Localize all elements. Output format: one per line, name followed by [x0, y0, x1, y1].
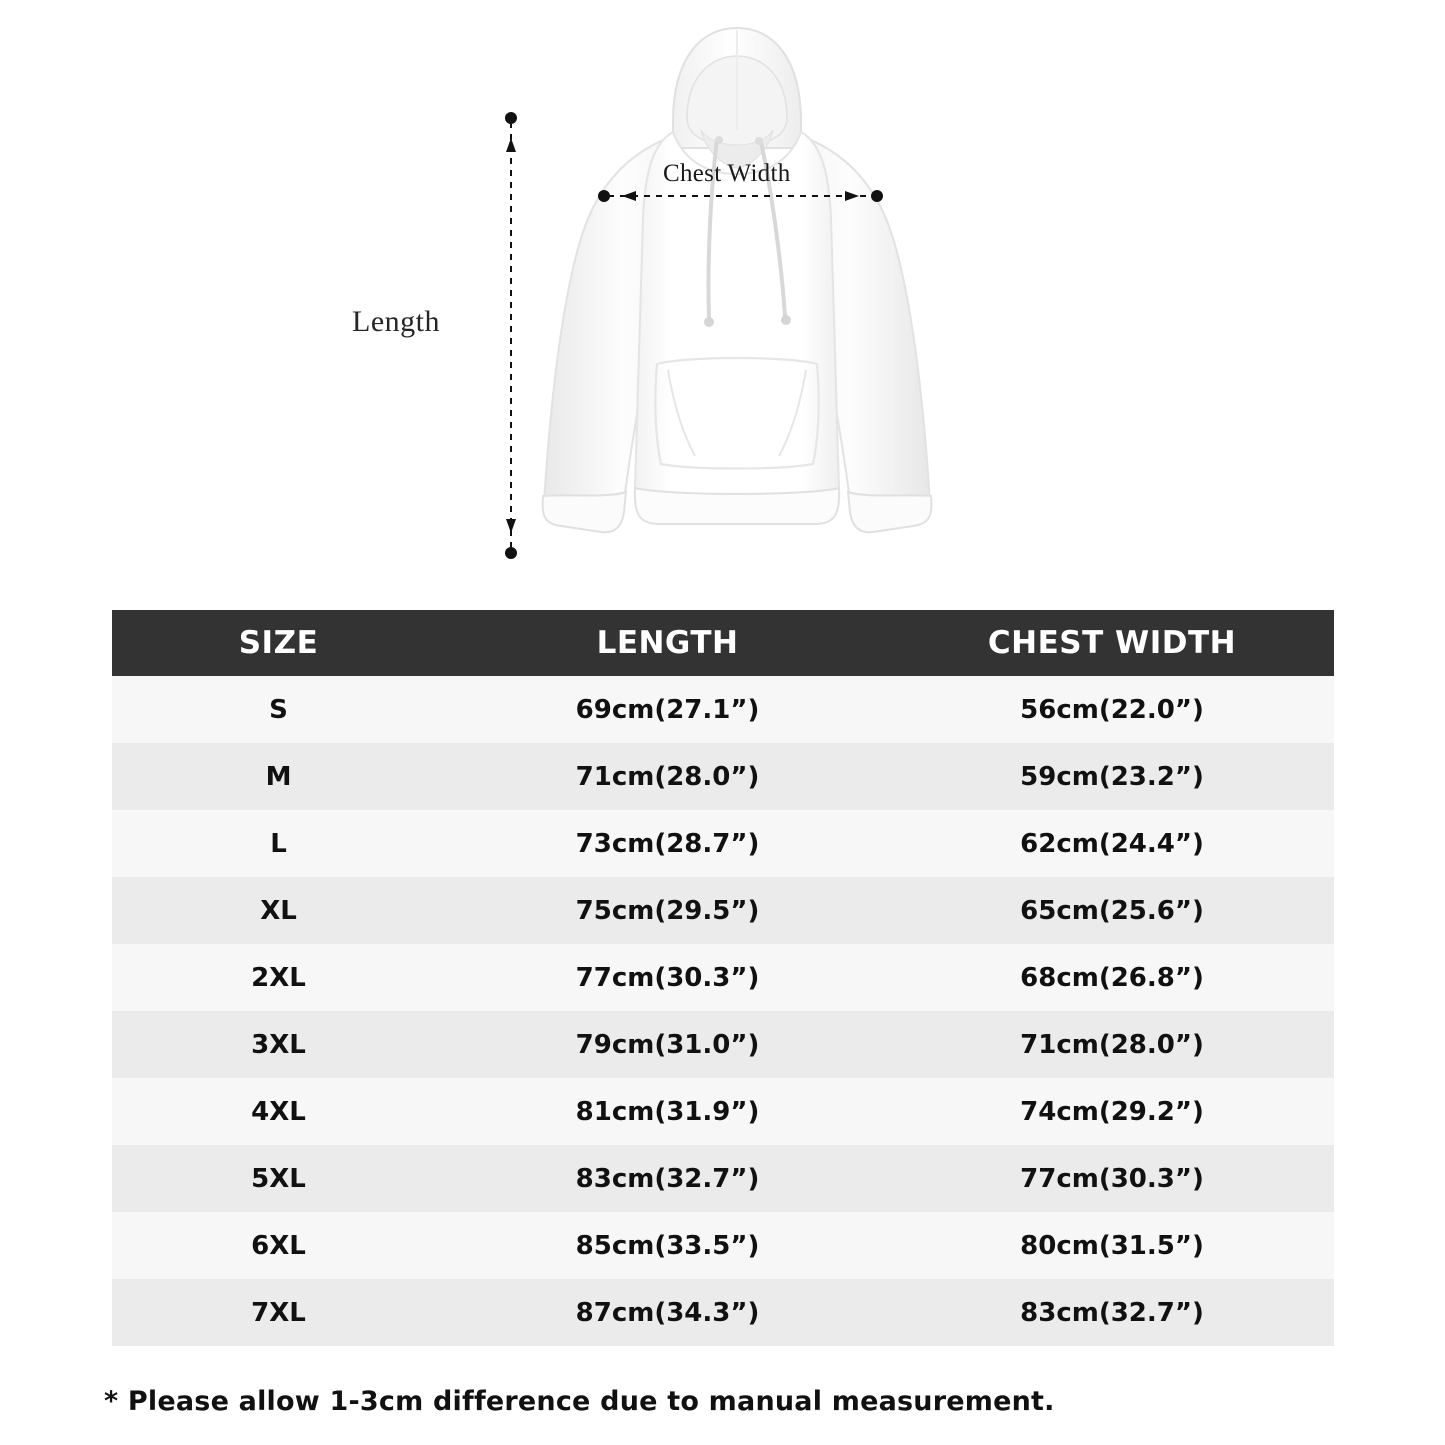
cell-chest: 83cm(32.7”): [890, 1279, 1334, 1346]
table-row: [112, 1145, 1334, 1212]
cell-chest: 77cm(30.3”): [890, 1145, 1334, 1212]
cell-chest: 59cm(23.2”): [890, 743, 1334, 810]
cell-size: S: [112, 676, 445, 743]
header-length: LENGTH: [445, 610, 890, 676]
table-body: [112, 676, 1334, 1346]
cell-chest: 80cm(31.5”): [890, 1212, 1334, 1279]
table-row: [112, 743, 1334, 810]
cell-size: 7XL: [112, 1279, 445, 1346]
cell-length: 83cm(32.7”): [445, 1145, 890, 1212]
table-header-row: [112, 610, 1334, 676]
cell-length: 85cm(33.5”): [445, 1212, 890, 1279]
cell-size: L: [112, 810, 445, 877]
cell-length: 71cm(28.0”): [445, 743, 890, 810]
cell-size: 6XL: [112, 1212, 445, 1279]
cell-size: 5XL: [112, 1145, 445, 1212]
cell-length: 73cm(28.7”): [445, 810, 890, 877]
hoodie-illustration: [505, 18, 965, 578]
cell-size: XL: [112, 877, 445, 944]
table-row: [112, 1011, 1334, 1078]
cell-length: 77cm(30.3”): [445, 944, 890, 1011]
table-row: [112, 1279, 1334, 1346]
cell-size: M: [112, 743, 445, 810]
table-row: [112, 877, 1334, 944]
table-row: [112, 1212, 1334, 1279]
cell-chest: 62cm(24.4”): [890, 810, 1334, 877]
cell-length: 79cm(31.0”): [445, 1011, 890, 1078]
length-measure-line: [503, 112, 519, 559]
cell-length: 81cm(31.9”): [445, 1078, 890, 1145]
cell-length: 75cm(29.5”): [445, 877, 890, 944]
cell-chest: 56cm(22.0”): [890, 676, 1334, 743]
header-size: SIZE: [112, 610, 445, 676]
size-table: [112, 610, 1334, 1346]
table-head: [112, 610, 1334, 676]
cell-chest: 68cm(26.8”): [890, 944, 1334, 1011]
chest-measure-line: [598, 188, 883, 204]
cell-length: 87cm(34.3”): [445, 1279, 890, 1346]
cell-chest: 65cm(25.6”): [890, 877, 1334, 944]
cell-size: 4XL: [112, 1078, 445, 1145]
table-row: [112, 676, 1334, 743]
cell-length: 69cm(27.1”): [445, 676, 890, 743]
table-row: [112, 944, 1334, 1011]
length-label: Length: [352, 305, 440, 338]
measurement-note: * Please allow 1-3cm difference due to manual measurement.: [104, 1386, 1055, 1417]
cell-chest: 74cm(29.2”): [890, 1078, 1334, 1145]
illustration-area: [0, 0, 1445, 600]
table-row: [112, 810, 1334, 877]
cell-size: 2XL: [112, 944, 445, 1011]
header-chest-width: CHEST WIDTH: [890, 610, 1334, 676]
cell-size: 3XL: [112, 1011, 445, 1078]
chest-width-label: Chest Width: [663, 160, 791, 187]
table-row: [112, 1078, 1334, 1145]
cell-chest: 71cm(28.0”): [890, 1011, 1334, 1078]
